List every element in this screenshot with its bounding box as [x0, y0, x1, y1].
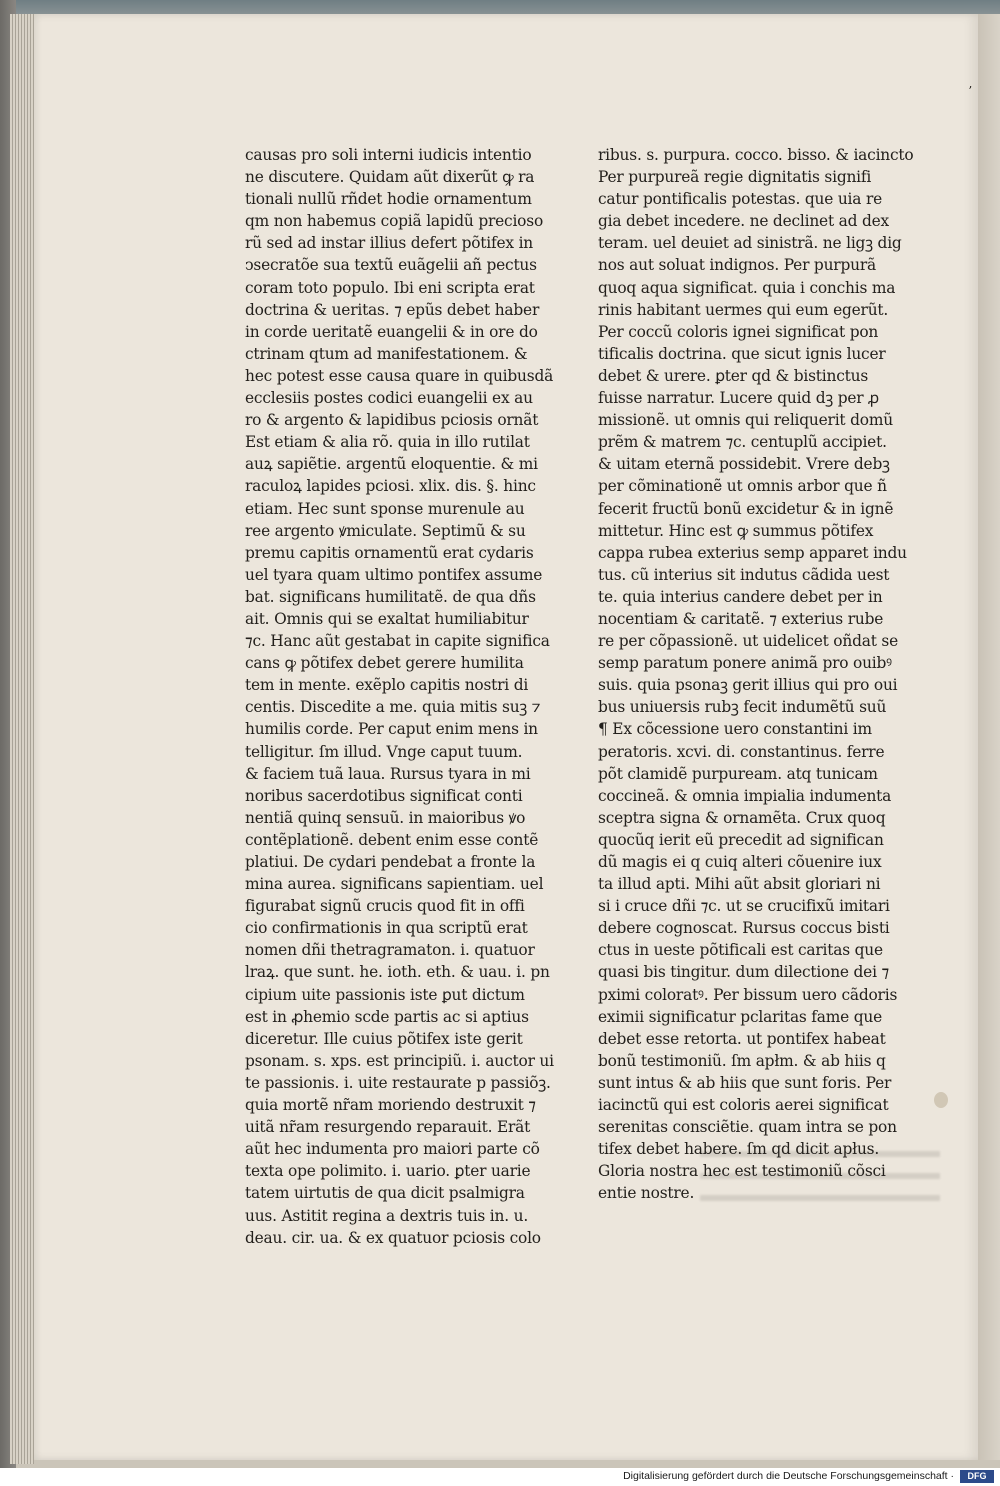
text-line: tem in mente. exẽplo capitis nostri di [245, 676, 529, 695]
text-line: telligitur. ſm illud. Vnge caput tuum. [245, 742, 523, 761]
text-line: quasi bis tingitur. dum dilectione dei ⁊ [598, 963, 889, 982]
text-line: fecerit fructũ bonũ excidetur & in ignẽ [598, 499, 894, 518]
text-line: cipium uite passionis iste ꝑut dictum [245, 985, 525, 1004]
text-line: etiam. Hec sunt sponse murenule au [245, 499, 525, 518]
text-line: tatem uirtutis de qua dicit psalmigra [245, 1184, 525, 1203]
text-line: teram. uel deuiet ad sinistrã. ne ligꝫ dig [598, 234, 902, 253]
text-line: premu capitis ornamentũ erat cydaris [245, 543, 534, 562]
text-line: & faciem tuã laua. Rursus tyara in mi [245, 764, 531, 783]
text-line: bat. significans humilitatẽ. de qua dñs [245, 587, 536, 606]
text-column-left [245, 144, 555, 1249]
text-line: fuisse narratur. Lucere quid dꝫ per ꝓ [598, 389, 879, 408]
text-line: rũ sed ad instar illius defert põtifex in [245, 234, 534, 253]
text-line: sunt intus & ab hiis que sunt foris. Per [598, 1073, 892, 1092]
text-line: nocentiam & caritatẽ. ⁊ exterius rube [598, 609, 884, 628]
text-line: iacinctũ qui est coloris aerei significat [598, 1096, 889, 1115]
text-line: tionali nullũ rñdet hodie ornamentum [245, 190, 532, 209]
text-line: auꝝ sapiẽtie. argentũ eloquentie. & mi [245, 455, 538, 474]
text-line: bonũ testimoniũ. ſm apłm. & ab hiis q [598, 1051, 886, 1070]
text-line: doctrina & ueritas. ⁊ epũs debet haber [245, 300, 540, 319]
footer-credit-text: Digitalisierung gefördert durch die Deutsche Forschungsgemeinschaft · [623, 1470, 954, 1482]
text-line: serenitas consciẽtie. quam intra se pon [598, 1118, 897, 1137]
text-line: nentiã quinq sensuũ. in maioribus ꝟo [245, 808, 526, 827]
text-line: & uitam eternã possidebit. Vrere debꝫ [598, 455, 890, 474]
text-line: nos aut soluat indignos. Per purpurã [598, 256, 876, 275]
text-line: rinis habitant uermes qui eum egerũt. [598, 300, 889, 319]
show-through-text [700, 1151, 940, 1207]
text-line: semp paratum ponere animã pro ouibꝰ [598, 654, 892, 673]
text-line: quocũq ierit eũ precedit ad significan [598, 830, 884, 849]
text-line: eximii significatur pclaritas fame que [598, 1007, 883, 1026]
text-line: noribus sacerdotibus significat conti [245, 786, 523, 805]
text-line: peratoris. xcvi. di. constantinus. ferre [598, 742, 885, 761]
text-line: in corde ueritatẽ euangelii & in ore do [245, 322, 538, 341]
text-line: causas pro soli interni iudicis intentio [245, 146, 532, 164]
text-line: ↄsecratõe sua textũ euãgelii añ pectus [245, 256, 537, 275]
text-line: debet & urere. ꝑter qd & bistinctus [598, 366, 869, 385]
text-line: mittetur. Hinc est ꝙ summus põtifex [598, 521, 874, 540]
text-line: coram toto populo. Ibi eni scripta erat [245, 278, 535, 297]
text-line: ctrinam qtum ad manifestationem. & [245, 344, 528, 363]
text-line: cans ꝙ põtifex debet gerere humilita [245, 654, 524, 673]
text-line: hec potest esse causa quare in quibusdã [245, 366, 554, 385]
text-line: uus. Astitit regina a dextris tuis in. u. [245, 1206, 529, 1225]
text-line: contẽplationẽ. debent enim esse contẽ [245, 830, 539, 849]
text-line: cappa rubea exterius semp apparet indu [598, 543, 907, 562]
text-line: dũ magis ei q cuiq alteri cõuenire iux [598, 853, 882, 871]
text-line: ree argento ꝟmiculate. Septimũ & su [245, 521, 526, 540]
text-line: platiui. De cydari pendebat a fronte la [245, 853, 536, 871]
text-line: raculoꝝ lapides pciosi. xlix. dis. §. hinc [245, 477, 536, 496]
text-line: figurabat signũ crucis quod fit in offi [245, 897, 525, 916]
text-line: prẽm & matrem ⁊c. centuplũ accipiet. [598, 433, 887, 452]
text-line: lraꝝ. que sunt. he. ioth. eth. & uau. i. pn [245, 963, 550, 982]
text-line: diceretur. Ille cuius põtifex iste gerit [245, 1029, 523, 1048]
text-line: suis. quia psonaꝫ gerit illius qui pro oui [598, 676, 898, 695]
text-line: si i cruce dñi ⁊c. ut se crucifixũ imitari [598, 897, 890, 916]
text-line: debere cognoscat. Rursus coccus bisti [598, 919, 890, 938]
text-line: ait. Omnis qui se exaltat humiliabitur [245, 609, 529, 628]
text-line: bus uniuersis rubꝫ fecit indumẽtũ suũ [598, 698, 887, 717]
text-line: mina aurea. significans sapientiam. uel [245, 875, 544, 894]
text-line: ribus. s. purpura. cocco. bisso. & iacincto [598, 146, 914, 164]
text-line: ro & argento & lapidibus pciosis ornãt [245, 411, 539, 430]
text-line: cio confirmationis in qua scriptũ erat [245, 919, 528, 938]
text-line: texta ope polimito. i. uario. ꝑter uarie [245, 1162, 531, 1181]
text-line: centis. Discedite a me. quia mitis suꝫ ⁊ [245, 698, 541, 717]
text-line: Per coccũ coloris ignei significat pon [598, 322, 879, 341]
text-line: per cõminationẽ ut omnis arbor que ñ [598, 477, 887, 496]
text-line: uitã nr̃am resurgendo reparauit. Erãt [245, 1118, 531, 1137]
text-line: tifex debet habere. ſm qd dicit apłus. [598, 1140, 880, 1159]
leaf-right-margin [978, 14, 1000, 1460]
text-line: entie nostre. [598, 1184, 695, 1203]
text-line: quoq aqua significat. quia i conchis ma [598, 278, 896, 297]
text-line: coccineã. & omnia impialia indumenta [598, 786, 892, 805]
paper-stain [934, 1092, 948, 1108]
text-line: missionẽ. ut omnis qui reliquerit domũ [598, 411, 893, 430]
text-line: aũt hec indumenta pro maiori parte cõ [245, 1140, 540, 1159]
text-line: gia debet incedere. ne declinet ad dex [598, 212, 890, 231]
text-line: ctus in ueste põtificali est caritas que [598, 941, 883, 960]
digitization-footer [0, 1468, 1000, 1486]
text-line: sceptra signa & ornamẽta. Crux quoq [598, 808, 886, 827]
text-line: ta illud apti. Mihi aũt absit gloriari ni [598, 875, 881, 894]
text-line: uel tyara quam ultimo pontifex assume [245, 565, 543, 584]
text-line: pximi coloratꝰ. Per bissum uero cãdoris [598, 985, 898, 1004]
dfg-logo: DFG [960, 1470, 994, 1483]
text-line: re per cõpassionẽ. ut uidelicet oñdat se [598, 632, 898, 651]
text-line: catur pontificalis potestas. que uia re [598, 190, 883, 209]
text-line: Gloria nostra hec est testimoniũ cõsci [598, 1162, 886, 1181]
text-line: põt clamidẽ purpuream. atq tunicam [598, 764, 878, 783]
text-line: quia mortẽ nr̃am moriendo destruxit ⁊ [245, 1096, 536, 1115]
text-line: te passionis. i. uite restaurate p passiõꝫ. [245, 1073, 551, 1092]
text-line: tificalis doctrina. que sicut ignis lucer [598, 344, 886, 363]
signature-mark: ʼ [968, 84, 972, 98]
text-line: ecclesiis postes codici euangelii ex au [245, 389, 533, 408]
text-line: est in ꝓhemio scde partis ac si aptius [245, 1007, 529, 1026]
text-line: ne discutere. Quidam aũt dixerũt ꝙ ra [245, 168, 535, 187]
text-column-right [598, 144, 916, 1205]
text-line: Est etiam & alia rõ. quia in illo rutilat [245, 433, 530, 452]
text-line: deau. cir. ua. & ex quatuor pciosis colo [245, 1228, 541, 1247]
page-fore-edges [10, 14, 34, 1464]
text-line: tus. cũ interius sit indutus cãdida uest [598, 565, 890, 584]
text-line: te. quia interius candere debet per in [598, 587, 883, 606]
text-line: psonam. s. xps. est principiũ. i. auctor ui [245, 1051, 554, 1070]
text-line: ⁊c. Hanc aũt gestabat in capite significa [245, 632, 550, 651]
text-line: Per purpureã regie dignitatis signifi [598, 168, 872, 187]
text-line: debet esse retorta. ut pontifex habeat [598, 1029, 886, 1048]
text-line: ¶ Ex cõcessione uero constantini im [598, 720, 872, 739]
text-line: nomen dñi thetragramaton. i. quatuor [245, 941, 535, 960]
text-line: qm non habemus copiã lapidũ precioso [245, 212, 544, 231]
text-line: humilis corde. Per caput enim mens in [245, 720, 538, 739]
